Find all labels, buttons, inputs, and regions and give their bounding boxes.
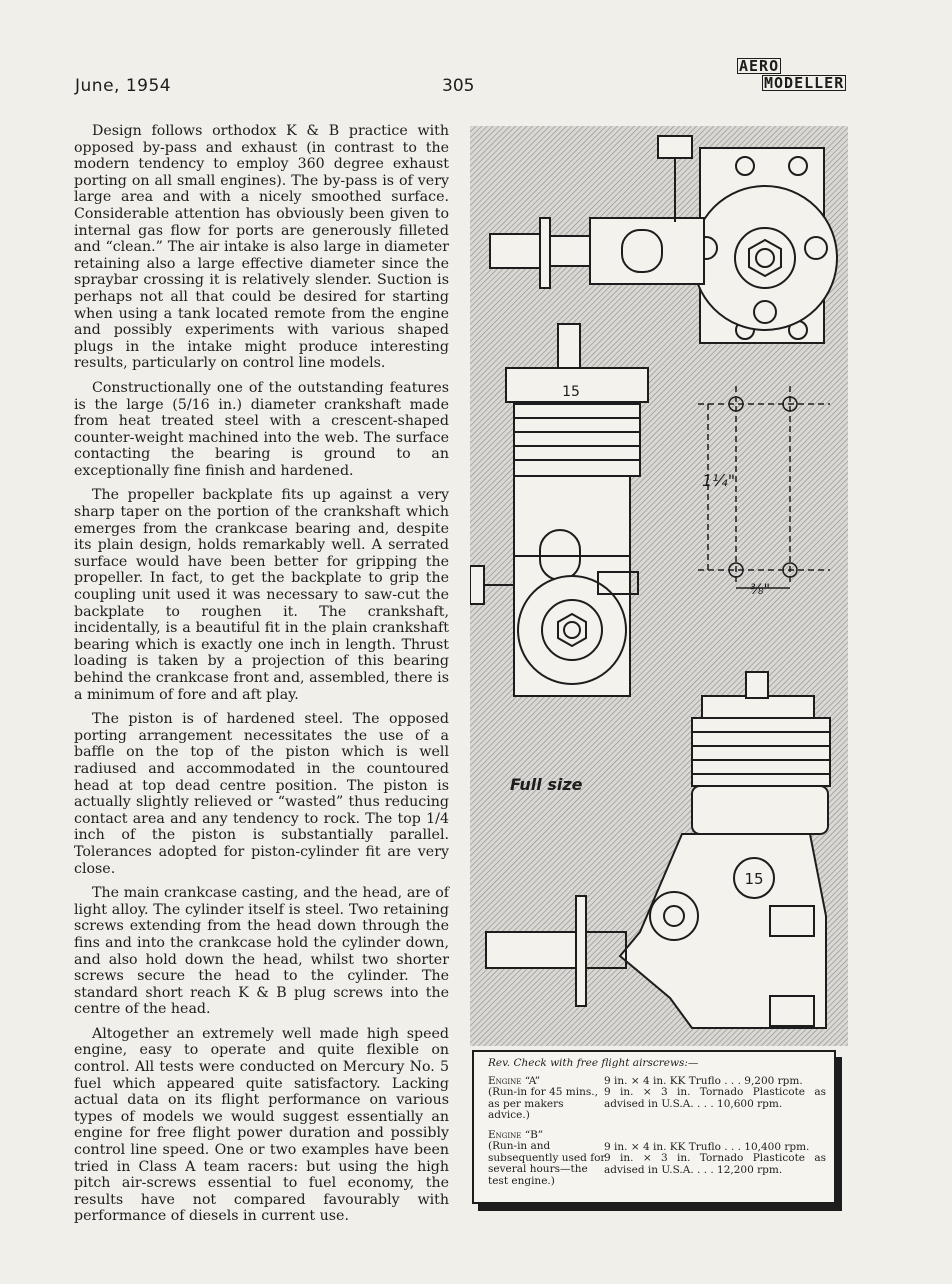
- engine-a-result-1: 9 in. × 4 in. KK Truflo . . . 9,200 rpm.: [604, 1075, 803, 1087]
- dimension-vertical-label: 1¼": [702, 471, 736, 490]
- magazine-logo: [734, 58, 848, 92]
- article-paragraph-4: The piston is of hardened steel. The opposed porting arrangement necessitates the use of a baffle on the top of the piston which is well radiused and accommodated in the countoured head at top dead centre position. The piston is actually slightly relieved or “wasted” thus reducing contact area and any tendency to rock. The top 1/4 inch of the piston is substantially parallel. Tolerances adopted for piston-cylinder fit are very close.: [74, 711, 449, 877]
- rev-check-box: [472, 1050, 836, 1204]
- article-paragraph-1: Design follows orthodox K & B practice with opposed by-pass and exhaust (in contrast to the modern tendency to employ 360 degree exhaust porting on all small engines). The by-pass is of very large area and with a nicely smoothed surface. Considerable attention has obviously been given to internal gas flow for ports are generously filleted and “clean.” The air intake is also large in diameter retaining also a large effective diameter since the spraybar crossing it is relatively slender. Suction is perhaps not all that could be desired for starting when using a tank located remote from the engine and possibly experiments with various shaped plugs in the intake might produce interesting results, particularly on control line models.: [74, 123, 449, 372]
- engine-b-results: [604, 1142, 826, 1176]
- dimension-horizontal-label: ⅜": [750, 582, 771, 598]
- engine-b-result-1: 9 in. × 4 in. KK Truflo . . . 10,400 rpm.: [604, 1141, 810, 1153]
- engine-drawing: [470, 126, 848, 1046]
- article-paragraph-3: The propeller backplate fits up against a very sharp taper on the portion of the crankshaft which emerges from the crankcase bearing and, despite its plain design, holds remarkably well. A serrated surface would have been better for gripping the propeller. In fact, to get the backplate to grip the coupling unit used it was necessary to saw-cut the backplate to roughen it. The crankshaft, incidentally, is a beautiful fit in the plain crankshaft bearing which is exactly one inch in length. Thrust loading is taken by a projection of this bearing behind the crankcase front and, assembled, there is a minimum of fore and aft play.: [74, 487, 449, 703]
- page-date: June, 1954: [75, 76, 172, 96]
- article-column: [74, 123, 449, 1233]
- engine-a-results: [604, 1076, 826, 1110]
- logo-line-aero: AERO: [739, 57, 780, 75]
- engine-a-label: [488, 1076, 606, 1122]
- engine-a-result-2: 9 in. × 3 in. Tornado Plasticote as advised in U.S.A. . . . 10,600 rpm.: [604, 1086, 826, 1110]
- rev-check-title: Rev. Check with free flight airscrews:—: [488, 1057, 699, 1069]
- article-paragraph-5: The main crankcase casting, and the head, are of light alloy. The cylinder itself is steel. Two retaining screws extending from the head down through the fins and into the crankcase hold the cylinder down, and also hold down the head, whilst two shorter screws secure the head to the cylinder. The standard short reach K & B plug screws into the centre of the head.: [74, 885, 449, 1018]
- page-number: 305: [442, 76, 475, 96]
- full-size-label: Full size: [510, 775, 583, 794]
- crankcase-marking: 15: [744, 870, 764, 888]
- engine-a-note: (Run-in for 45 mins., as per makers advice.): [488, 1086, 598, 1122]
- logo-line-modeller: MODELLER: [764, 74, 845, 92]
- engine-b-heading: Engine “B”: [488, 1129, 544, 1141]
- article-paragraph-6: Altogether an extremely well made high speed engine, easy to operate and quite flexible on control. All tests were conducted on Mercury No. 5 fuel which appeared quite satisfactory. Lacking actual data on its flight performance on various types of models we would suggest essentially an engine for free flight power duration and possibly control line speed. One or two examples have been tried in Class A team racers: but using the high pitch air-screws essential to fuel economy, the results have not compared favourably with performance of diesels in current use.: [74, 1025, 449, 1225]
- engine-b-result-2: 9 in. × 3 in. Tornado Plasticote as advised in U.S.A. . . . 12,200 rpm.: [604, 1152, 826, 1176]
- engine-b-note: (Run-in and subsequently used for several hours—the test engine.): [488, 1140, 606, 1187]
- engine-a-heading: Engine “A”: [488, 1075, 541, 1087]
- cylinder-marking: 15: [562, 384, 580, 400]
- article-paragraph-2: Constructionally one of the outstanding features is the large (5/16 in.) diameter crankshaft made from heat treated steel with a crescent-shaped counter-weight machined into the web. The surface contacting the bearing is ground to an exceptionally fine finish and hardened.: [74, 379, 449, 479]
- engine-b-label: [488, 1130, 606, 1187]
